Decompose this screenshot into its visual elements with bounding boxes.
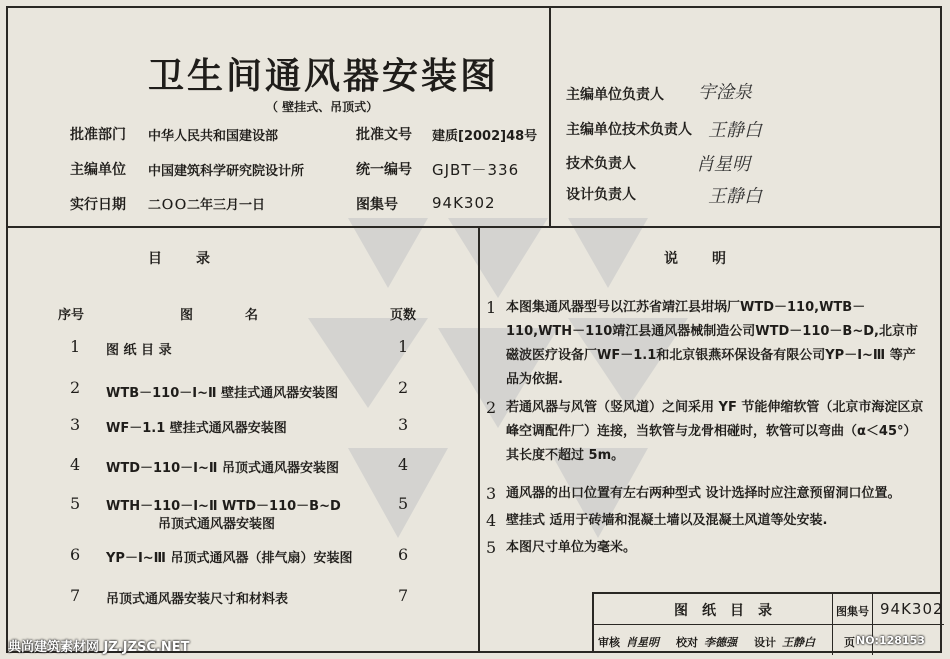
toc-row-page: 3 — [398, 415, 409, 434]
design-label: 设计 — [754, 636, 776, 649]
toc-row-name[interactable]: WTH－110－Ⅰ~Ⅱ WTD－110－B~D — [106, 499, 341, 514]
toc-row-name[interactable]: 图 纸 目 录 — [106, 343, 172, 358]
toc-row-page: 5 — [398, 494, 409, 513]
divider-horizontal — [8, 226, 942, 228]
toc-row-no: 1 — [70, 337, 81, 356]
titleblock-name: 图 纸 目 录 — [674, 603, 772, 619]
design-signature: 王静白 — [782, 636, 815, 649]
toc-row-name[interactable]: YP－Ⅰ~Ⅲ 吊顶式通风器（排气扇）安装图 — [106, 551, 353, 566]
note-number: 1 — [486, 298, 497, 317]
page-subtitle: （ 壁挂式、吊顶式） — [266, 100, 379, 114]
responsible-role: 主编单位负责人 — [566, 87, 664, 103]
note-text: 壁挂式 适用于砖墙和混凝土墙以及混凝土风道等处安装. — [506, 513, 828, 528]
divider-header — [549, 8, 551, 226]
toc-row-name-cont[interactable]: 吊顶式通风器安装图 — [158, 517, 276, 532]
titleblock-atlas-label: 图集号 — [836, 605, 869, 618]
responsible-signature: 王静白 — [708, 186, 762, 207]
toc-row-name[interactable]: WTD－110－Ⅰ~Ⅱ 吊顶式通风器安装图 — [106, 461, 339, 476]
note-number: 5 — [486, 538, 497, 557]
titleblock-atlas-value: 94K302 — [880, 600, 944, 618]
note-text: 本图尺寸单位为毫米。 — [506, 540, 637, 555]
note-text: 若通风器与风管（竖风道）之间采用 YF 节能伸缩软管（北京市海淀区京峰空调配件厂）连接，当软管与龙骨相碰时，软管可以弯曲（α＜45°）其长度不超过 5m。 — [506, 400, 924, 463]
doc-value: 建质[2002]48号 — [432, 129, 538, 144]
toc-row-no: 3 — [70, 415, 81, 434]
note-number: 2 — [486, 398, 497, 417]
toc-col-no: 序号 — [58, 308, 85, 323]
toc-row-no: 2 — [70, 378, 81, 397]
title-block — [592, 592, 942, 653]
dept-label: 批准部门 — [70, 127, 126, 143]
note-number: 4 — [486, 511, 497, 530]
toc-row-no: 5 — [70, 494, 81, 513]
page-number: NO:128153 — [856, 634, 925, 647]
editor-value: 中国建筑科学研究院设计所 — [148, 164, 305, 179]
unified-value: GJBT－336 — [432, 161, 520, 179]
responsible-role: 主编单位技术负责人 — [566, 122, 692, 138]
toc-col-page: 页数 — [390, 308, 417, 323]
date-label: 实行日期 — [70, 197, 126, 213]
check-label: 校对 — [676, 636, 698, 649]
toc-row-name[interactable]: WTB－110－Ⅰ~Ⅱ 壁挂式通风器安装图 — [106, 386, 339, 401]
responsible-role: 技术负责人 — [566, 156, 636, 172]
atlas-value: 94K302 — [432, 194, 496, 212]
page-title: 卫生间通风器安装图 — [148, 55, 500, 97]
toc-heading: 目 录 — [148, 251, 212, 267]
toc-row-no: 4 — [70, 455, 81, 474]
dept-value: 中华人民共和国建设部 — [148, 129, 279, 144]
toc-row-no: 6 — [70, 545, 81, 564]
responsible-signature: 肖星明 — [696, 154, 750, 175]
check-signature: 李德强 — [704, 636, 737, 649]
toc-row-page: 4 — [398, 455, 409, 474]
toc-row-page: 6 — [398, 545, 409, 564]
toc-col-name: 图 名 — [180, 308, 259, 323]
toc-row-page: 1 — [398, 337, 409, 356]
note-text: 本图集通风器型号以江苏省靖江县坩埚厂WTD－110,WTB－110,WTH－110靖江县通风器械制造公司WTD－110－B~D,北京市磁波医疗设备厂WF－1.1和北京银燕环保设备有限公司YP－Ⅰ~Ⅲ 等产品为依据. — [506, 300, 918, 387]
responsible-signature: 宇淦泉 — [698, 82, 752, 103]
toc-row-page: 7 — [398, 586, 409, 605]
note-number: 3 — [486, 484, 497, 503]
responsible-signature: 王静白 — [708, 120, 762, 141]
toc-row-page: 2 — [398, 378, 409, 397]
doc-label: 批准文号 — [356, 127, 412, 143]
divider-body — [478, 226, 480, 653]
atlas-label: 图集号 — [356, 197, 398, 213]
responsible-role: 设计负责人 — [566, 187, 636, 203]
drawing-sheet — [6, 6, 942, 653]
footer-watermark: 典尚建筑素材网 JZ.JZSC.NET — [8, 640, 190, 655]
review-label: 审核 — [598, 636, 620, 649]
toc-row-name[interactable]: WF－1.1 壁挂式通风器安装图 — [106, 421, 287, 436]
note-text: 通风器的出口位置有左右两种型式 设计选择时应注意预留洞口位置。 — [506, 486, 901, 501]
editor-label: 主编单位 — [70, 162, 126, 178]
toc-row-name[interactable]: 吊顶式通风器安装尺寸和材料表 — [106, 592, 289, 607]
unified-label: 统一编号 — [356, 162, 412, 178]
notes-heading: 说 明 — [664, 251, 728, 267]
date-value: 二ＯＯ二年三月一日 — [148, 198, 266, 213]
review-signature: 肖星明 — [626, 636, 659, 649]
toc-row-no: 7 — [70, 586, 81, 605]
page-label: 页 — [844, 636, 855, 649]
